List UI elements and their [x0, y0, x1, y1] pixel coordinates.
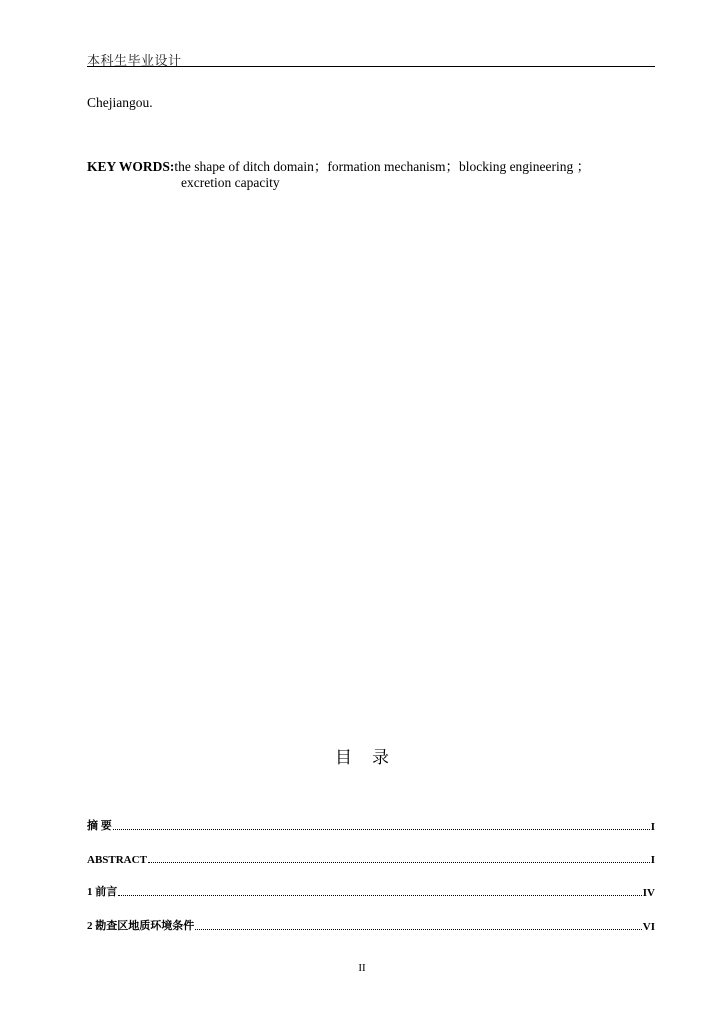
toc-entry-label: 摘 要 [87, 820, 112, 832]
text-line: Chejiangou. [87, 95, 153, 110]
toc-title-char-2: 录 [372, 748, 389, 768]
header-title: 本科生毕业设计 [87, 54, 182, 69]
toc-title-char-1: 目 [335, 748, 352, 768]
toc-leader-dots [148, 862, 650, 863]
toc-leader-dots [118, 895, 642, 896]
toc-leader-dots [195, 929, 642, 930]
toc-entry[interactable] [87, 819, 655, 833]
keywords-text: the shape of ditch domain；formation mechanism；blocking engineering ； [174, 159, 591, 174]
toc-entry-page: I [650, 854, 655, 866]
toc-entry[interactable] [87, 885, 655, 899]
toc-leader-dots [113, 829, 650, 830]
keywords-continuation: excretion capacity [181, 175, 280, 190]
toc-entry-label: 1 前言 [87, 886, 118, 898]
toc-title [0, 743, 724, 768]
toc-entry-label: ABSTRACT [87, 854, 147, 866]
page-number: II [358, 962, 366, 974]
toc-entry-page: IV [642, 887, 655, 899]
keywords-label: KEY WORDS: [87, 159, 175, 174]
toc-entry-page: I [650, 821, 655, 833]
header-divider [87, 66, 655, 67]
toc-entry-page: VI [642, 921, 655, 933]
toc-entry[interactable] [87, 852, 655, 866]
toc-entry[interactable] [87, 919, 655, 933]
toc-entry-label: 2 勘查区地质环境条件 [87, 920, 195, 932]
keywords-line [87, 155, 590, 175]
